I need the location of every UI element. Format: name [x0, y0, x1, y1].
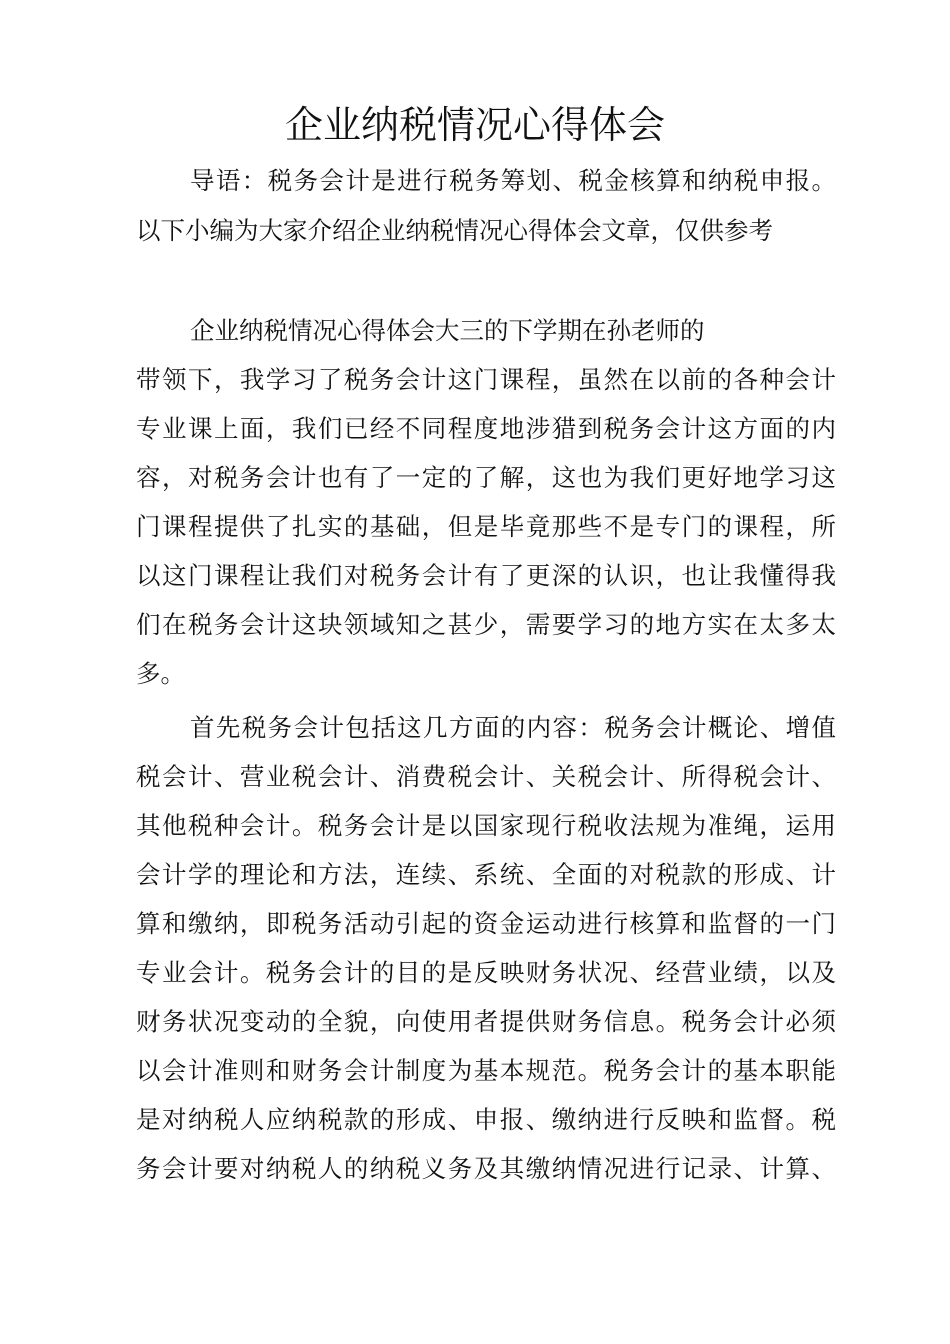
- paragraph-2-line-5: 算和缴纳，即税务活动引起的资金运动进行核算和监督的一门: [136, 909, 836, 938]
- paragraph-2-line-3: 其他税种会计。税务会计是以国家现行税收法规为准绳，运用: [136, 811, 836, 840]
- paragraph-2-line-8: 以会计准则和财务会计制度为基本规范。税务会计的基本职能: [136, 1056, 836, 1085]
- paragraph-2-line-6: 专业会计。税务会计的目的是反映财务状况、经营业绩，以及: [136, 958, 836, 987]
- paragraph-2-line-9: 是对纳税人应纳税款的形成、申报、缴纳进行反映和监督。税: [136, 1105, 836, 1134]
- paragraph-2-line-2: 税会计、营业税会计、消费税会计、关税会计、所得税会计、: [136, 762, 836, 791]
- paragraph-1-line-4: 容，对税务会计也有了一定的了解，这也为我们更好地学习这: [136, 463, 836, 492]
- paragraph-1-line-2: 带领下，我学习了税务会计这门课程，虽然在以前的各种会计: [136, 365, 836, 394]
- paragraph-1-line-6: 以这门课程让我们对税务会计有了更深的认识，也让我懂得我: [136, 561, 836, 590]
- paragraph-2-line-7: 财务状况变动的全貌，向使用者提供财务信息。税务会计必须: [136, 1007, 836, 1036]
- paragraph-2-line-4: 会计学的理论和方法，连续、系统、全面的对税款的形成、计: [136, 860, 836, 889]
- intro-line-1: 导语：税务会计是进行税务筹划、税金核算和纳税申报。: [190, 166, 836, 195]
- document-title: 企业纳税情况心得体会: [284, 103, 665, 147]
- paragraph-1-line-8: 多。: [136, 659, 185, 688]
- paragraph-2-line-1: 首先税务会计包括这几方面的内容：税务会计概论、增值: [190, 713, 836, 742]
- paragraph-1-line-3: 专业课上面，我们已经不同程度地涉猎到税务会计这方面的内: [136, 414, 836, 443]
- paragraph-1-line-5: 门课程提供了扎实的基础，但是毕竟那些不是专门的课程，所: [136, 512, 836, 541]
- intro-line-2: 以下小编为大家介绍企业纳税情况心得体会文章，仅供参考: [136, 216, 773, 245]
- paragraph-1-line-7: 们在税务会计这块领域知之甚少，需要学习的地方实在太多太: [136, 610, 836, 639]
- paragraph-2-line-10: 务会计要对纳税人的纳税义务及其缴纳情况进行记录、计算、: [136, 1154, 836, 1183]
- paragraph-1-line-1: 企业纳税情况心得体会大三的下学期在孙老师的: [190, 316, 705, 345]
